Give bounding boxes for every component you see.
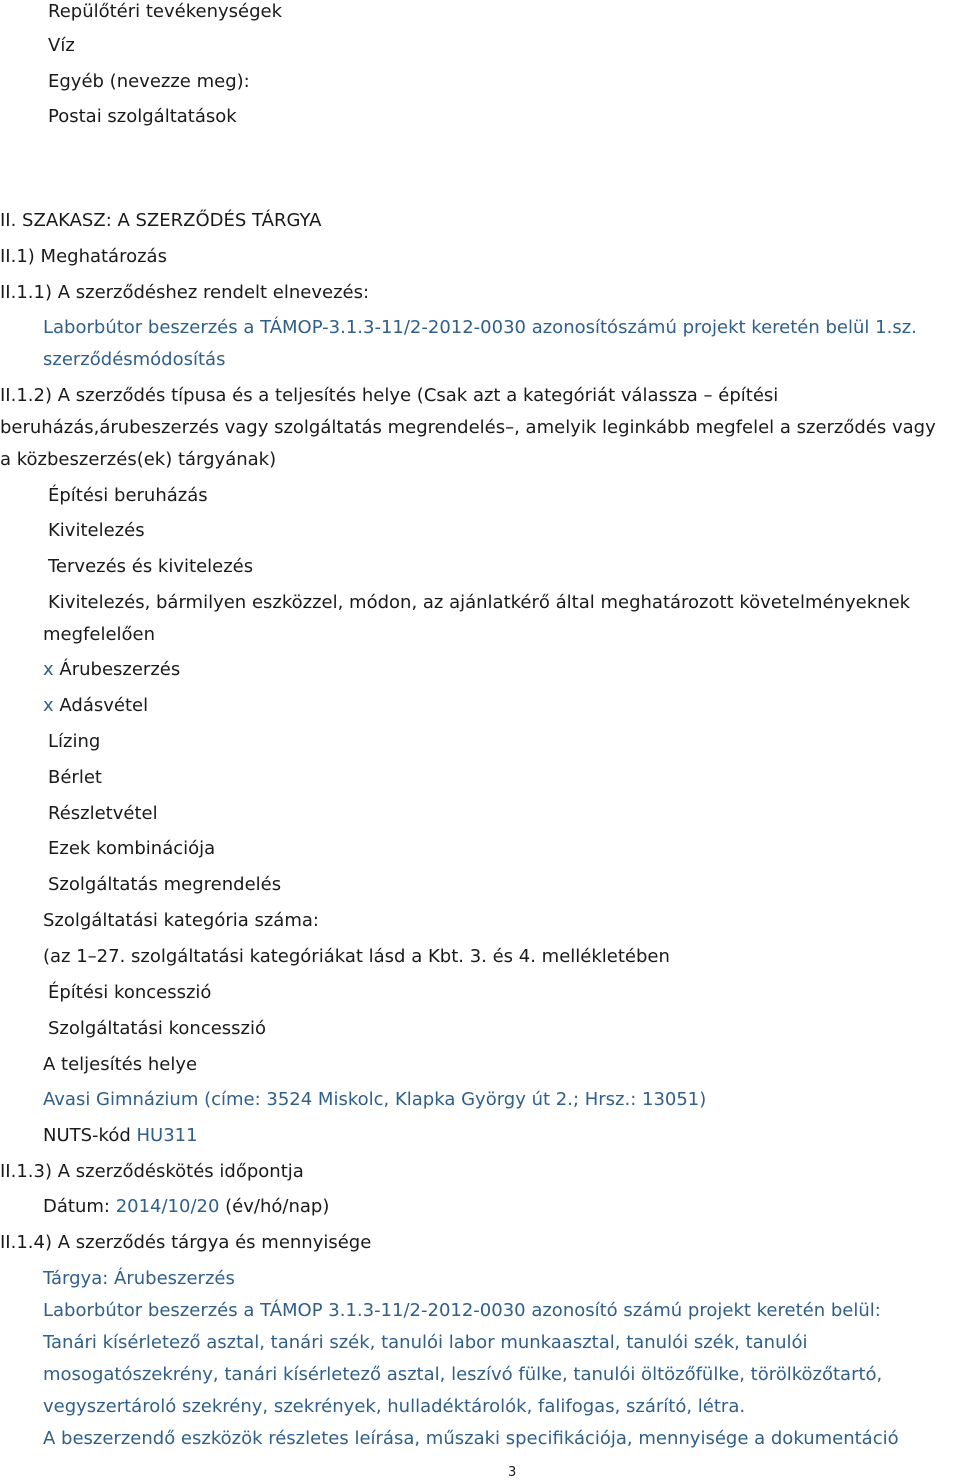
option-szolgaltatas-megrendeles: Szolgáltatás megrendelés xyxy=(48,874,282,895)
option-label: Árubeszerzés xyxy=(59,659,181,680)
contract-date xyxy=(43,1195,329,1219)
place-label: A teljesítés helye xyxy=(43,1054,198,1075)
page-number: 3 xyxy=(508,1465,517,1480)
option-epitesi-koncesszio: Építési koncesszió xyxy=(48,982,212,1003)
service-category-note: (az 1–27. szolgáltatási kategóriákat lásd a Kbt. 3. és 4. mellékletében xyxy=(43,946,670,967)
contract-name-line-1: Laborbútor beszerzés a TÁMOP-3.1.3-11/2-2012-0030 azonosítószámú projekt keretén belül 1.sz. xyxy=(43,317,917,338)
section-title: II. SZAKASZ: A SZERZŐDÉS TÁRGYA xyxy=(0,210,322,231)
heading-II-1-2-line-1: II.1.2) A szerződés típusa és a teljesítés helye (Csak azt a kategóriát válassza – építési xyxy=(0,385,779,406)
option-kivitelezes-barmilyen: Kivitelezés, bármilyen eszközzel, módon, az ajánlatkérő által meghatározott követelményeknek xyxy=(48,592,911,613)
list-item-repuloteri: Repülőtéri tevékenységek xyxy=(48,1,283,22)
subject-line-6: A beszerzendő eszközök részletes leírása, műszaki specifikációja, mennyisége a dokumentáció xyxy=(43,1428,899,1449)
subject-line-3: Tanári kísérletező asztal, tanári szék, tanulói labor munkaasztal, tanulói szék, tanulói xyxy=(43,1332,808,1353)
heading-II-1: II.1) Meghatározás xyxy=(0,246,167,267)
subject-line-5: vegyszertároló szekrény, szekrények, hulladéktárolók, falifogas, szárító, létra. xyxy=(43,1396,746,1417)
option-tervezes-kivitelezes: Tervezés és kivitelezés xyxy=(48,556,254,577)
check-mark: x xyxy=(43,659,54,680)
service-category-label: Szolgáltatási kategória száma: xyxy=(43,910,319,931)
heading-II-1-1: II.1.1) A szerződéshez rendelt elnevezés: xyxy=(0,282,370,303)
subject-line-4: mosogatószekrény, tanári kísérletező asztal, leszívó fülke, tanulói öltözőfülke, törölközőtartó, xyxy=(43,1364,883,1385)
heading-II-1-2-line-3: a közbeszerzés(ek) tárgyának) xyxy=(0,449,277,470)
check-mark: x xyxy=(43,695,54,716)
date-label: Dátum: xyxy=(43,1196,116,1217)
date-value: 2014/10/20 xyxy=(115,1196,220,1217)
place-value: Avasi Gimnázium (címe: 3524 Miskolc, Klapka György út 2.; Hrsz.: 13051) xyxy=(43,1089,707,1110)
option-berlet: Bérlet xyxy=(48,767,102,788)
list-item-egyeb: Egyéb (nevezze meg): xyxy=(48,71,250,92)
heading-II-1-3: II.1.3) A szerződéskötés időpontja xyxy=(0,1161,304,1182)
subject-line-2: Laborbútor beszerzés a TÁMOP 3.1.3-11/2-2012-0030 azonosító számú projekt keretén belül: xyxy=(43,1300,881,1321)
option-label: Adásvétel xyxy=(59,695,149,716)
option-arubeszerzes xyxy=(43,658,180,682)
heading-II-1-4: II.1.4) A szerződés tárgya és mennyisége xyxy=(0,1232,372,1253)
subject-line-1: Tárgya: Árubeszerzés xyxy=(43,1268,235,1289)
nuts-label: NUTS-kód xyxy=(43,1125,137,1146)
option-kivitelezes: Kivitelezés xyxy=(48,520,145,541)
option-lizing: Lízing xyxy=(48,731,101,752)
list-item-viz: Víz xyxy=(48,35,75,56)
nuts-value: HU311 xyxy=(136,1125,198,1146)
heading-II-1-2-line-2: beruházás,árubeszerzés vagy szolgáltatás megrendelés–, amelyik leginkább megfelel a szerződés vagy xyxy=(0,417,936,438)
option-kombinacio: Ezek kombinációja xyxy=(48,838,216,859)
contract-name-line-2: szerződésmódosítás xyxy=(43,349,226,370)
date-format: (év/hó/nap) xyxy=(219,1196,330,1217)
option-szolgaltatasi-koncesszio: Szolgáltatási koncesszió xyxy=(48,1018,267,1039)
option-reszletvetel: Részletvétel xyxy=(48,803,158,824)
option-adasvetel xyxy=(43,694,148,718)
nuts-code xyxy=(43,1124,198,1148)
option-kivitelezes-barmilyen-cont: megfelelően xyxy=(43,624,156,645)
list-item-postai: Postai szolgáltatások xyxy=(48,106,237,127)
option-epitesi-beruhazas: Építési beruházás xyxy=(48,485,208,506)
